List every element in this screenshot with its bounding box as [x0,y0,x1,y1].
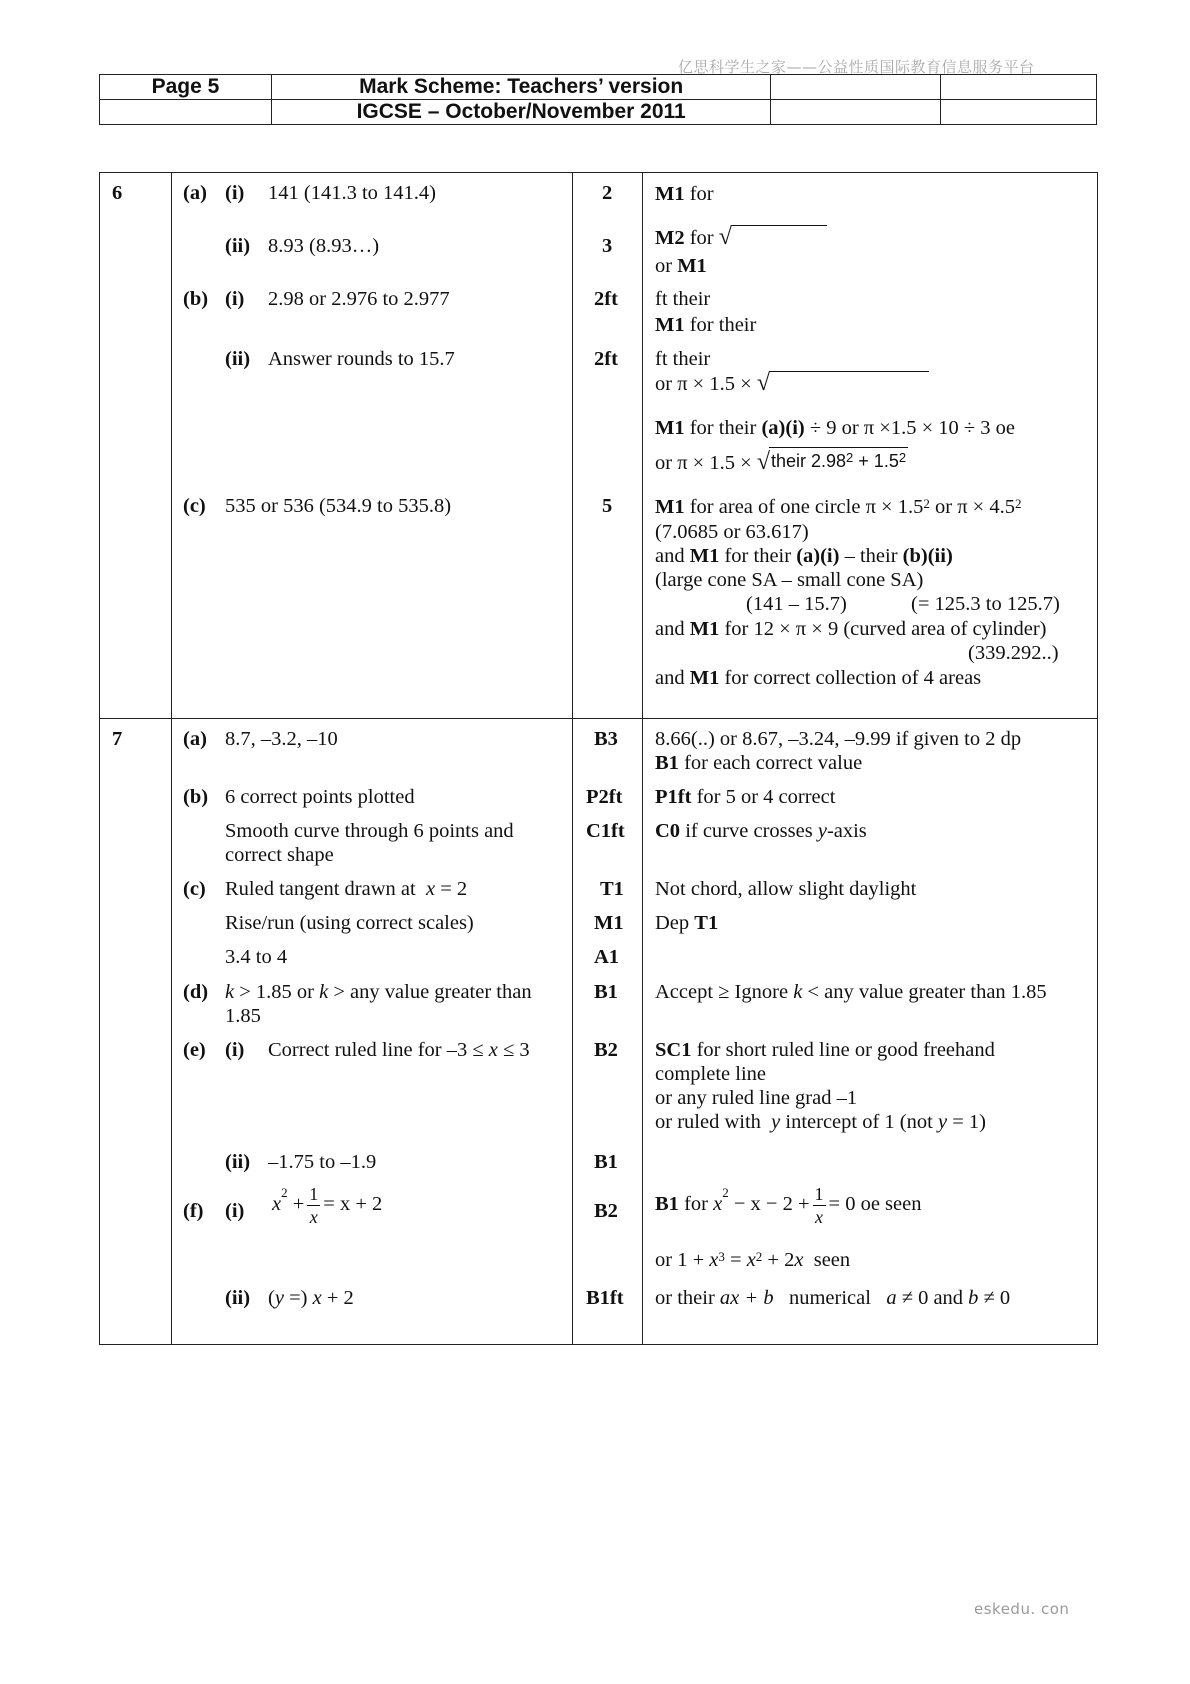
guidance: P1ft for 5 or 4 correct [655,786,836,808]
mark: T1 [600,878,624,900]
guidance: M2 for √ [655,225,827,251]
guidance: or M1 [655,255,707,277]
subpart-label: (i) [225,1200,245,1222]
answer-equation: $x^2$ + $\frac{1}{x}$ = x + 2 [272,1184,383,1227]
mark: P2ft [586,786,623,808]
guidance: or $1 + x^3 = x^2 + 2x$ seen [655,1249,851,1271]
guidance: (7.0685 or 63.617) [655,521,809,543]
guidance: (141 – 15.7) [746,593,847,615]
header-cell-empty [100,100,272,125]
guidance: M1 for their [655,314,757,336]
part-label: (a) [183,728,207,750]
answer: 2.98 or 2.976 to 2.977 [268,288,450,310]
subpart-label: (ii) [225,348,251,370]
guidance: Accept ≥ Ignore k < any value greater than 1.85 [655,981,1047,1003]
guidance: M1 for their (a)(i) ÷ 9 or π ×1.5 × 10 ÷ 3 oe [655,417,1016,439]
guidance: and M1 for correct collection of 4 areas [655,667,982,689]
part-label: (f) [183,1200,204,1222]
subpart-label: (ii) [225,235,251,257]
subpart-label: (i) [225,1039,245,1061]
page-number: Page 5 [100,75,272,100]
mark: 3 [602,235,613,257]
subpart-label: (ii) [225,1151,251,1173]
mark: A1 [594,946,620,968]
guidance: M1 for [655,183,714,205]
guidance: or any ruled line grad –1 [655,1087,858,1109]
answer: (y =) x + 2 [268,1287,354,1309]
mark: 2 [602,182,613,204]
header-cell-empty [941,100,1097,125]
mark: 2ft [594,348,618,370]
part-label: (a) [183,182,207,204]
footer-site: eskedu. con [974,1600,1070,1618]
guidance: M1 for area of one circle $\pi \times 1.5^2$ or $\pi \times 4.5^2$ [655,496,1022,518]
guidance: 8.66(..) or 8.67, –3.24, –9.99 if given to 2 dp [655,728,1022,750]
mark: M1 [594,912,624,934]
header-cell-empty [941,75,1097,100]
answer: –1.75 to –1.9 [268,1151,377,1173]
answer: 1.85 [225,1005,261,1027]
mark: C1ft [586,820,625,842]
answer: Answer rounds to 15.7 [268,348,455,370]
document-subtitle: IGCSE – October/November 2011 [271,100,771,125]
answer: 535 or 536 (534.9 to 535.8) [225,495,452,517]
part-label: (e) [183,1039,206,1061]
mark: 5 [602,495,613,517]
answer: Correct ruled line for –3 ≤ x ≤ 3 [268,1039,530,1061]
guidance: or their ax + b numerical a ≠ 0 and b ≠ 0 [655,1287,1011,1309]
answer: Ruled tangent drawn at x = 2 [225,878,468,900]
answer: 3.4 to 4 [225,946,288,968]
guidance: and M1 for their (a)(i) – their (b)(ii) [655,545,953,567]
mark: B2 [594,1200,618,1222]
answer: 8.7, –3.2, –10 [225,728,338,750]
guidance: SC1 for short ruled line or good freehand [655,1039,995,1061]
answer: 141 (141.3 to 141.4) [268,182,436,204]
header-cell-empty [771,75,941,100]
question-number: 6 [112,182,123,204]
guidance: Dep T1 [655,912,719,934]
answer: Rise/run (using correct scales) [225,912,474,934]
subpart-label: (ii) [225,1287,251,1309]
answer: 8.93 (8.93…) [268,235,380,257]
part-label: (c) [183,495,206,517]
guidance: B1 for $x^2 - x - 2$ + $\frac{1}{x}$ = 0 oe seen [655,1184,922,1227]
mark-scheme-table [99,172,1098,1345]
mark: B1 [594,1151,618,1173]
subpart-label: (i) [225,182,245,204]
watermark: 亿思科学生之家——公益性质国际教育信息服务平台 [678,58,1035,76]
subpart-label: (i) [225,288,245,310]
guidance: Not chord, allow slight daylight [655,878,917,900]
answer: k > 1.85 or k > any value greater than [225,981,532,1003]
guidance: complete line [655,1063,766,1085]
answer: 6 correct points plotted [225,786,415,808]
guidance: or π × 1.5 × √ their $2.98^2 + 1.5^2$ [655,449,907,475]
guidance: ft their [655,348,711,370]
header-cell-empty [771,100,941,125]
guidance: (large cone SA – small cone SA) [655,569,924,591]
part-label: (d) [183,981,209,1003]
mark: B2 [594,1039,618,1061]
mark: B1 [594,981,618,1003]
part-label: (b) [183,288,209,310]
mark: B1ft [586,1287,624,1309]
guidance: ft their [655,288,711,310]
part-label: (b) [183,786,209,808]
guidance: (= 125.3 to 125.7) [911,593,1060,615]
guidance: or π × 1.5 × √ [655,371,929,397]
guidance: and M1 for 12 × π × 9 (curved area of cylinder) [655,618,1047,640]
guidance: B1 for each correct value [655,752,863,774]
answer: Smooth curve through 6 points and [225,820,514,842]
guidance: or ruled with y intercept of 1 (not y = 1) [655,1111,986,1133]
mark: 2ft [594,288,618,310]
guidance: C0 if curve crosses y-axis [655,820,867,842]
header-table [99,74,1097,125]
answer: correct shape [225,844,334,866]
mark: B3 [594,728,618,750]
question-number: 7 [112,728,123,750]
document-title: Mark Scheme: Teachers’ version [271,75,771,100]
part-label: (c) [183,878,206,900]
guidance: (339.292..) [968,642,1059,664]
